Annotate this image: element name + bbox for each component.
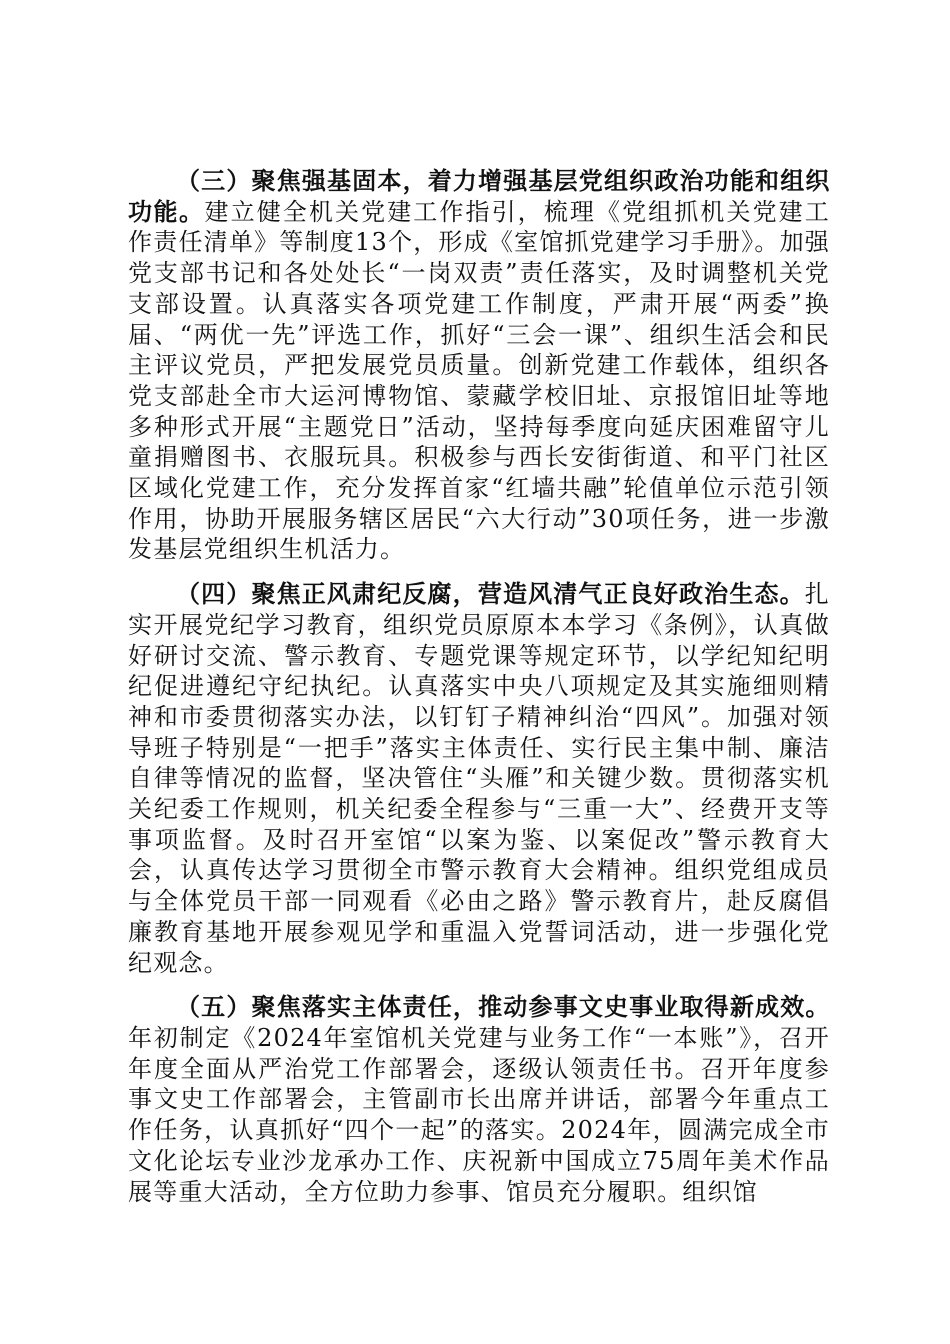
section-5-heading: （五）聚焦落实主体责任，推动参事文史事业取得新成效。 bbox=[176, 993, 830, 1022]
document-body bbox=[128, 166, 830, 1221]
paragraph-section-5 bbox=[128, 992, 830, 1207]
section-4-heading: （四）聚焦正风肃纪反腐，营造风清气正良好政治生态。 bbox=[176, 580, 805, 609]
paragraph-section-3 bbox=[128, 166, 830, 565]
section-3-heading: （三）聚焦强基固本，着力增强基层党组织政治功能和组织功能。 bbox=[128, 167, 830, 226]
paragraph-section-4 bbox=[128, 579, 830, 978]
section-5-text: 年初制定《2024年室馆机关党建与业务工作“一本账”》，召开年度全面从严治党工作部署会，逐级认领责任书。召开年度参事文史工作部署会，主管副市长出席并讲话，部署今年重点工作任务，认真抓好“四个一起”的落实。2024年，圆满完成全市文化论坛专业沙龙承办工作、庆祝新中国成立75周年美术作品展等重大活动，全方位助力参事、馆员充分履职。组织馆 bbox=[128, 1023, 830, 1206]
section-4-text: 扎实开展党纪学习教育，组织党员原原本本学习《条例》，认真做好研讨交流、警示教育、专题党课等规定环节，以学纪知纪明纪促进遵纪守纪执纪。认真落实中央八项规定及其实施细则精神和市委贯彻落实办法，以钉钉子精神纠治“四风”。加强对领导班子特别是“一把手”落实主体责任、实行民主集中制、廉洁自律等情况的监督，坚决管住“头雁”和关键少数。贯彻落实机关纪委工作规则，机关纪委全程参与“三重一大”、经费开支等事项监督。及时召开室馆“以案为鉴、以案促改”警示教育大会，认真传达学习贯彻全市警示教育大会精神。组织党组成员与全体党员干部一同观看《必由之路》警示教育片，赴反腐倡廉教育基地开展参观见学和重温入党誓词活动，进一步强化党纪观念。 bbox=[128, 580, 830, 977]
section-3-text: 建立健全机关党建工作指引，梳理《党组抓机关党建工作责任清单》等制度13个，形成《室馆抓党建学习手册》。加强党支部书记和各处处长“一岗双责”责任落实，及时调整机关党支部设置。认真落实各项党建工作制度，严肃开展“两委”换届、“两优一先”评选工作，抓好“三会一课”、组织生活会和民主评议党员，严把发展党员质量。创新党建工作载体，组织各党支部赴全市大运河博物馆、蒙藏学校旧址、京报馆旧址等地多种形式开展“主题党日”活动，坚持每季度向延庆困难留守儿童捐赠图书、衣服玩具。积极参与西长安街街道、和平门社区区域化党建工作，充分发挥首家“红墙共融”轮值单位示范引领作用，协助开展服务辖区居民“六大行动”30项任务，进一步激发基层党组织生机活力。 bbox=[128, 197, 830, 564]
